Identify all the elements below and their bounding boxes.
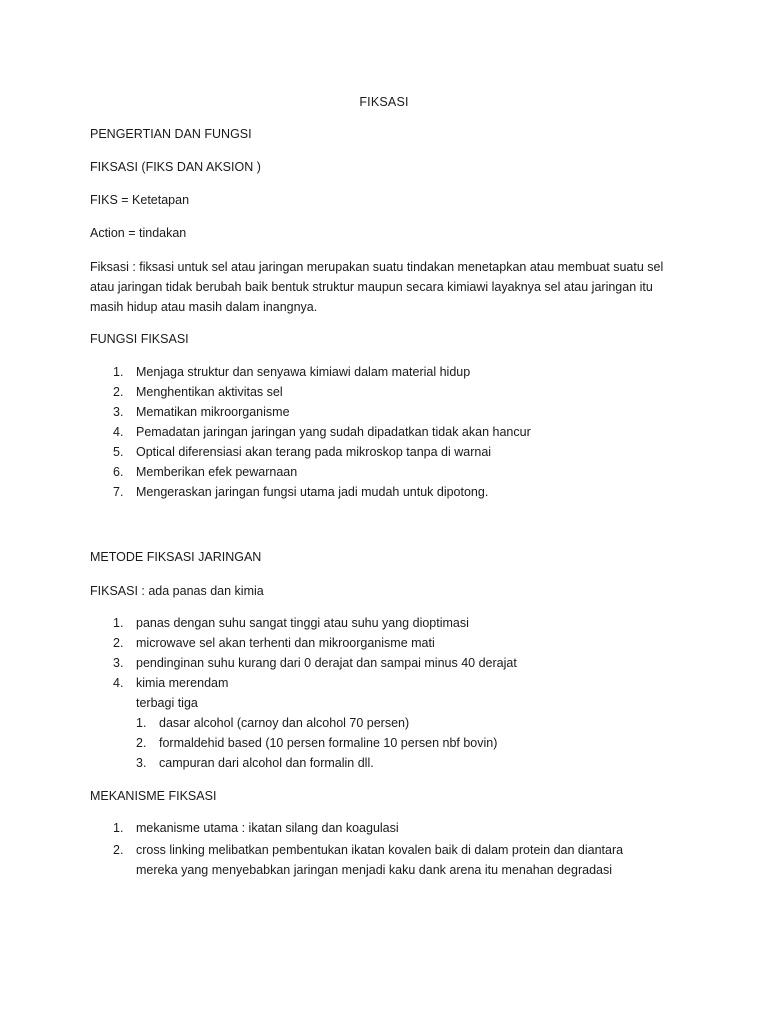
heading-fungsi: FUNGSI FIKSASI bbox=[90, 332, 189, 346]
list-text: cross linking melibatkan pembentukan ikatan kovalen baik di dalam protein dan diantara bbox=[136, 843, 624, 857]
list-number: 2. bbox=[113, 843, 124, 857]
action-definition: Action = tindakan bbox=[90, 226, 187, 240]
list-text: mekanisme utama : ikatan silang dan koagulasi bbox=[136, 821, 399, 835]
list-number: 2. bbox=[113, 385, 124, 399]
definition-line: Fiksasi : fiksasi untuk sel atau jaringan merupakan suatu tindakan menetapkan atau membuat suatu sel bbox=[90, 260, 664, 274]
list-text: microwave sel akan terhenti dan mikroorganisme mati bbox=[136, 636, 435, 650]
definition-line: atau jaringan tidak berubah baik bentuk struktur maupun secara kimiawi layaknya sel atau jaringan itu bbox=[90, 280, 653, 294]
list-text: Menjaga struktur dan senyawa kimiawi dalam material hidup bbox=[136, 365, 471, 379]
definition-line: masih hidup atau masih dalam inangnya. bbox=[90, 300, 318, 314]
heading-metode: METODE FIKSASI JARINGAN bbox=[90, 550, 262, 564]
list-text: dasar alcohol (carnoy dan alcohol 70 persen) bbox=[159, 716, 410, 730]
definition-paragraph bbox=[90, 257, 690, 317]
terbagi-text: terbagi tiga bbox=[136, 696, 198, 710]
list-number: 7. bbox=[113, 485, 124, 499]
list-text: Memberikan efek pewarnaan bbox=[136, 465, 298, 479]
list-text: Mematikan mikroorganisme bbox=[136, 405, 290, 419]
list-number: 1. bbox=[136, 716, 147, 730]
fiks-definition: FIKS = Ketetapan bbox=[90, 193, 190, 207]
list-number: 4. bbox=[113, 676, 124, 690]
list-number: 2. bbox=[113, 636, 124, 650]
list-text: pendinginan suhu kurang dari 0 derajat dan sampai minus 40 derajat bbox=[136, 656, 517, 670]
list-number: 3. bbox=[113, 405, 124, 419]
list-number: 2. bbox=[136, 736, 147, 750]
list-number: 1. bbox=[113, 821, 124, 835]
list-text: Menghentikan aktivitas sel bbox=[136, 385, 283, 399]
list-number: 4. bbox=[113, 425, 124, 439]
list-text: Pemadatan jaringan jaringan yang sudah dipadatkan tidak akan hancur bbox=[136, 425, 531, 439]
list-text: kimia merendam bbox=[136, 676, 229, 690]
list-text: panas dengan suhu sangat tinggi atau suhu yang dioptimasi bbox=[136, 616, 469, 630]
document-title: FIKSASI bbox=[359, 95, 409, 109]
list-text: campuran dari alcohol dan formalin dll. bbox=[159, 756, 374, 770]
metode-intro: FIKSASI : ada panas dan kimia bbox=[90, 584, 264, 598]
fiksasi-origin: FIKSASI (FIKS DAN AKSION ) bbox=[90, 160, 261, 174]
list-number: 1. bbox=[113, 616, 124, 630]
list-number: 3. bbox=[113, 656, 124, 670]
list-number: 3. bbox=[136, 756, 147, 770]
list-text: mereka yang menyebabkan jaringan menjadi kaku dank arena itu menahan degradasi bbox=[136, 863, 613, 877]
list-number: 6. bbox=[113, 465, 124, 479]
list-number: 5. bbox=[113, 445, 124, 459]
heading-mekanisme: MEKANISME FIKSASI bbox=[90, 789, 217, 803]
list-text: Optical diferensiasi akan terang pada mikroskop tanpa di warnai bbox=[136, 445, 492, 459]
list-text: formaldehid based (10 persen formaline 10 persen nbf bovin) bbox=[159, 736, 498, 750]
list-number: 1. bbox=[113, 365, 124, 379]
heading-pengertian: PENGERTIAN DAN FUNGSI bbox=[90, 127, 252, 141]
list-text: Mengeraskan jaringan fungsi utama jadi mudah untuk dipotong. bbox=[136, 485, 489, 499]
